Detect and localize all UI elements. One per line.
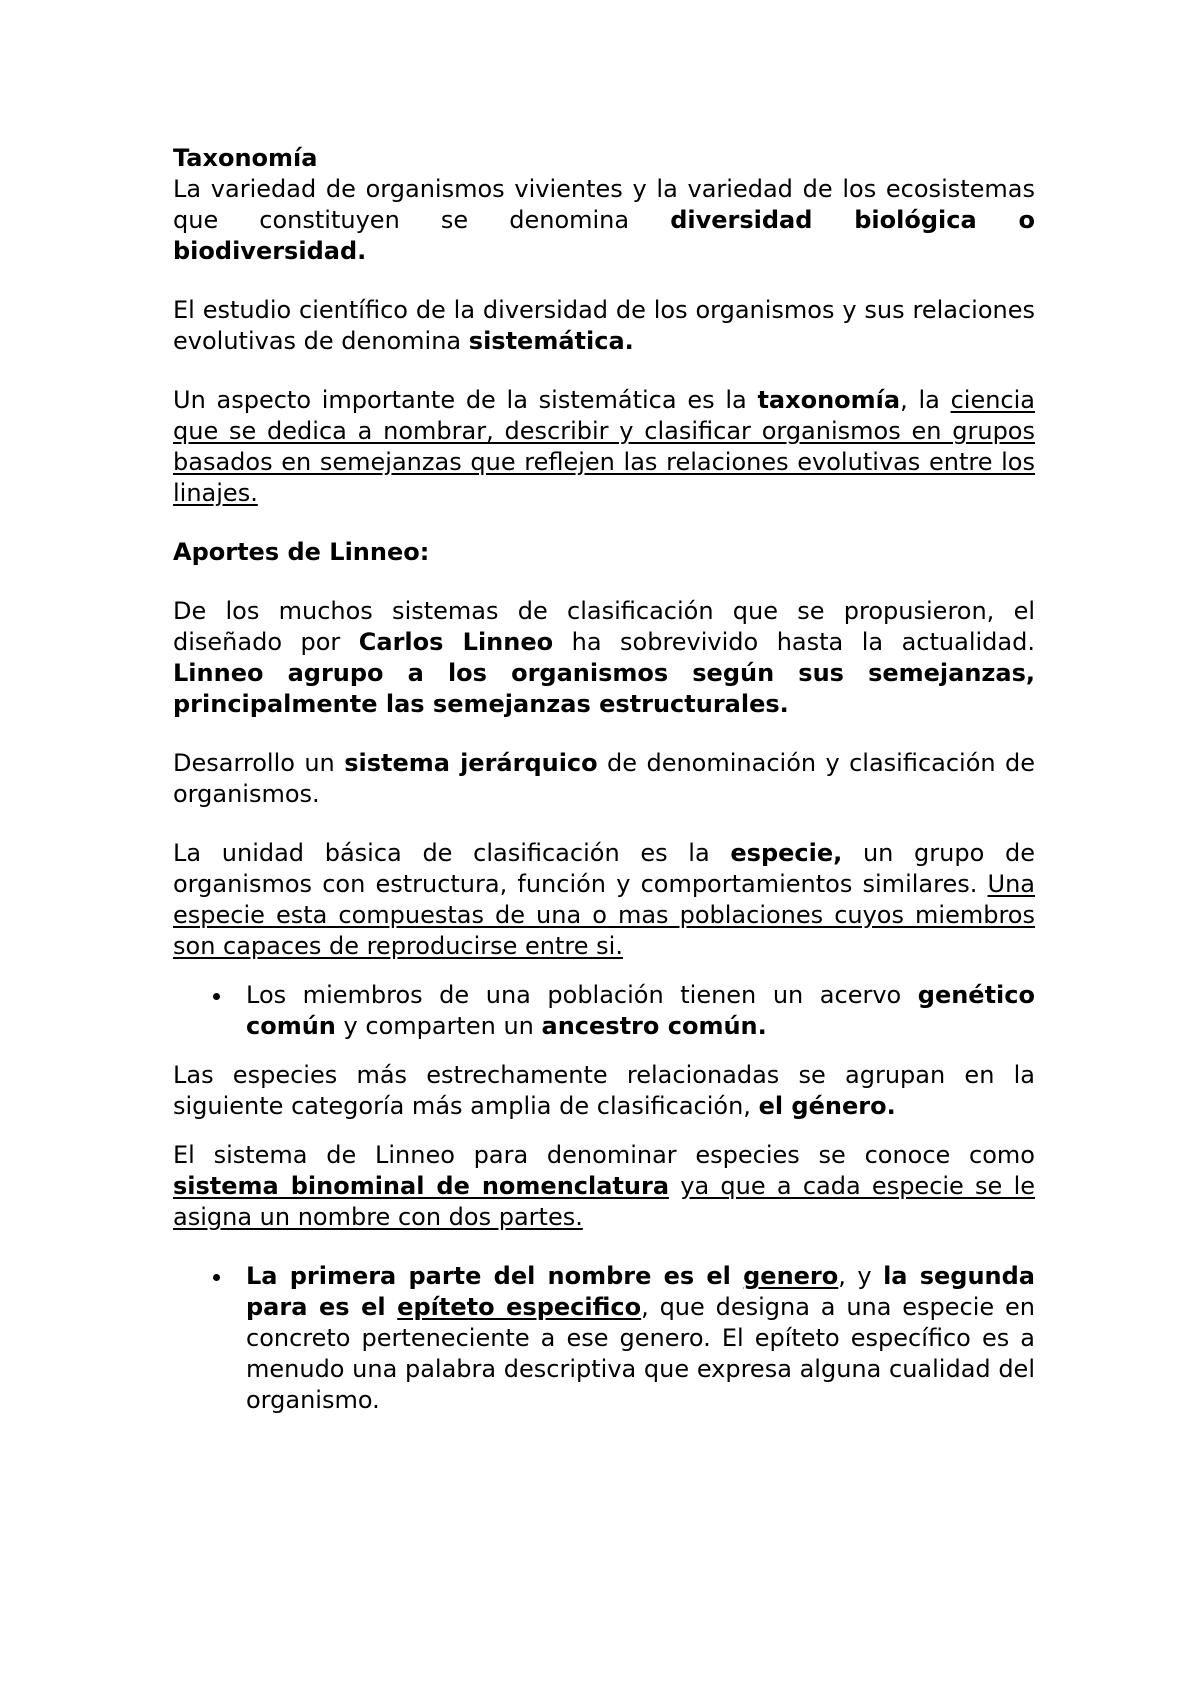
paragraph-text: El sistema de Linneo para denominar especies se conoce como xyxy=(173,1141,1035,1169)
underlined-definition: Una especie esta compuestas de una o mas poblaciones cuyos miembros son capaces de reproducirse entre si. xyxy=(173,870,1035,960)
paragraph-genus xyxy=(173,1060,1035,1122)
bullet-list xyxy=(173,1261,1035,1416)
paragraph-text: y comparten un xyxy=(335,1012,542,1040)
paragraph-text: ha sobrevivido hasta la actualidad. xyxy=(553,628,1035,656)
paragraph-species xyxy=(173,838,1035,962)
bullet-dot-icon xyxy=(213,993,220,1000)
bold-term: Carlos Linneo xyxy=(358,628,554,656)
paragraph-text: El estudio científico de la diversidad de los organismos y sus relaciones evolutivas de denomina xyxy=(173,296,1035,355)
bullet-dot-icon xyxy=(213,1274,220,1281)
bold-term: taxonomía xyxy=(757,386,901,414)
paragraph-text: un grupo de organismos con estructura, función y comportamientos similares. xyxy=(173,839,1035,898)
paragraph-linneo xyxy=(173,596,1035,720)
paragraph-text: Las especies más estrechamente relacionadas se agrupan en la siguiente categoría más amplia de clasificación, xyxy=(173,1061,1035,1120)
list-item xyxy=(173,980,1035,1042)
paragraph-text: , que designa a una especie en concreto perteneciente a ese genero. El epíteto específico es a menudo una palabra descriptiva que expresa alguna cualidad del organismo. xyxy=(246,1293,1035,1414)
paragraph-text: Desarrollo un xyxy=(173,749,345,777)
document-body xyxy=(173,143,1035,1416)
bold-term: La primera parte del nombre es el xyxy=(246,1262,744,1290)
paragraph-systematics xyxy=(173,295,1035,357)
paragraph-text: Los miembros de una población tienen un acervo xyxy=(246,981,918,1009)
bold-underlined-term: genero xyxy=(743,1262,839,1290)
section-heading-linneo: Aportes de Linneo: xyxy=(173,538,430,566)
bold-underlined-term: sistema binominal de nomenclatura xyxy=(173,1172,670,1200)
paragraph-text: , y xyxy=(838,1262,884,1290)
underlined-definition: ciencia que se dedica a nombrar, describir y clasificar organismos en grupos basados en semejanzas que reflejen las relaciones evolutivas entre los linajes. xyxy=(173,386,1035,507)
bold-term: ancestro común. xyxy=(541,1012,767,1040)
underlined-definition: ya que a cada especie se le asigna un nombre con dos partes. xyxy=(173,1172,1036,1231)
bold-underlined-term: epíteto especifico xyxy=(397,1293,642,1321)
paragraph-text: Un aspecto importante de la sistemática es la xyxy=(173,386,758,414)
bold-term: sistemática. xyxy=(468,327,634,355)
paragraph-text xyxy=(669,1172,680,1200)
bold-term: genético común xyxy=(246,981,1035,1040)
bold-term: el género. xyxy=(758,1092,896,1120)
paragraph-text: La variedad de organismos vivientes y la variedad de los ecosistemas que constituyen se denomina xyxy=(173,175,1035,234)
bold-term: la segunda para es el xyxy=(246,1262,1035,1321)
document-title: Taxonomía xyxy=(173,144,318,172)
list-item xyxy=(173,1261,1035,1416)
bold-term: sistema jerárquico xyxy=(344,749,598,777)
paragraph-text: , la xyxy=(900,386,951,414)
paragraph-biodiversity xyxy=(173,174,1035,267)
paragraph-text: de denominación y clasificación de organismos. xyxy=(173,749,1036,808)
bold-term: especie, xyxy=(730,839,843,867)
paragraph-text: La unidad básica de clasificación es la xyxy=(173,839,731,867)
paragraph-text: De los muchos sistemas de clasificación que se propusieron, el diseñado por xyxy=(173,597,1035,656)
paragraph-hierarchy xyxy=(173,748,1035,810)
bold-term: diversidad biológica o biodiversidad. xyxy=(173,206,1036,265)
bullet-list xyxy=(173,980,1035,1042)
paragraph-taxonomy xyxy=(173,385,1035,509)
bold-term: Linneo agrupo a los organismos según sus semejanzas, principalmente las semejanzas estructurales. xyxy=(173,659,1035,718)
paragraph-binomial xyxy=(173,1140,1035,1233)
